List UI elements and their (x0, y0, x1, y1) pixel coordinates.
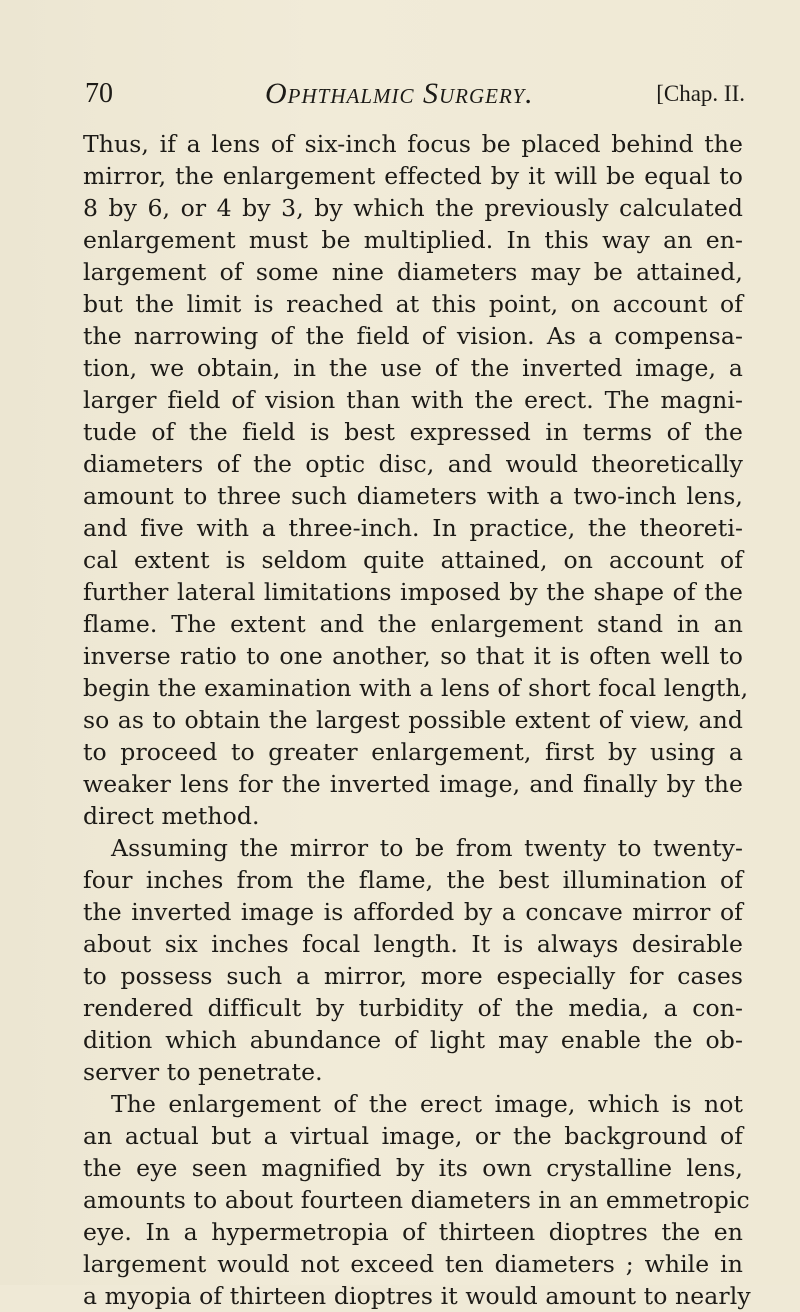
text-line: to proceed to greater enlargement, first by using a (83, 738, 743, 766)
text-line: tion, we obtain, in the use of the inverted image, a (83, 354, 743, 382)
text-line: begin the examination with a lens of short focal length, (83, 674, 749, 702)
text-line: larger field of vision than with the erect. The magni- (83, 386, 743, 414)
text-line: Thus, if a lens of six-inch focus be placed behind the (83, 130, 743, 158)
text-line: about six inches focal length. It is always desirable (83, 930, 743, 958)
text-line: amounts to about fourteen diameters in an emmetropic (83, 1186, 750, 1214)
paragraph (83, 832, 743, 1088)
text-line: the eye seen magnified by its own crystalline lens, (83, 1154, 743, 1182)
text-line: tude of the field is best expressed in terms of the (83, 418, 743, 446)
text-line: 8 by 6, or 4 by 3, by which the previously calculated (83, 194, 743, 222)
text-line: enlargement must be multiplied. In this way an en- (83, 226, 743, 254)
text-line: so as to obtain the largest possible extent of view, and (83, 706, 743, 734)
text-line: further lateral limitations imposed by the shape of the (83, 578, 743, 606)
text-line: direct method. (83, 802, 260, 830)
text-line: inverse ratio to one another, so that it is often well to (83, 642, 743, 670)
text-line: flame. The extent and the enlargement stand in an (83, 610, 743, 638)
text-line: mirror, the enlargement effected by it will be equal to (83, 162, 743, 190)
text-line: The enlargement of the erect image, which is not (111, 1090, 743, 1118)
text-line: to possess such a mirror, more especially for cases (83, 962, 743, 990)
text-line: and five with a three-inch. In practice, the theoreti- (83, 514, 743, 542)
text-line: amount to three such diameters with a two-inch lens, (83, 482, 743, 510)
chapter-reference: [Chap. II. (656, 81, 745, 106)
page-header (85, 72, 745, 116)
running-title: Ophthalmic Surgery. (265, 77, 534, 110)
text-line: but the limit is reached at this point, on account of (83, 290, 743, 318)
text-line: four inches from the flame, the best illumination of (83, 866, 743, 894)
body-text (83, 128, 751, 1312)
text-line: the narrowing of the field of vision. As a compensa- (83, 322, 743, 350)
page-number: 70 (85, 78, 113, 109)
text-line: a myopia of thirteen dioptres it would amount to nearly (83, 1282, 751, 1310)
text-line: largement would not exceed ten diameters ; while in (83, 1250, 743, 1278)
text-line: Assuming the mirror to be from twenty to twenty- (111, 834, 743, 862)
paragraph (83, 1088, 751, 1312)
text-line: dition which abundance of light may enable the ob- (83, 1026, 743, 1054)
text-line: eye. In a hypermetropia of thirteen dioptres the en (83, 1218, 743, 1246)
text-line: largement of some nine diameters may be attained, (83, 258, 743, 286)
text-line: diameters of the optic disc, and would theoretically (83, 450, 743, 478)
paragraph (83, 128, 749, 832)
text-line: rendered difficult by turbidity of the media, a con- (83, 994, 743, 1022)
text-line: server to penetrate. (83, 1058, 323, 1086)
text-line: an actual but a virtual image, or the background of (83, 1122, 743, 1150)
text-line: the inverted image is afforded by a concave mirror of (83, 898, 743, 926)
text-line: cal extent is seldom quite attained, on account of (83, 546, 743, 574)
text-line: weaker lens for the inverted image, and finally by the (83, 770, 743, 798)
